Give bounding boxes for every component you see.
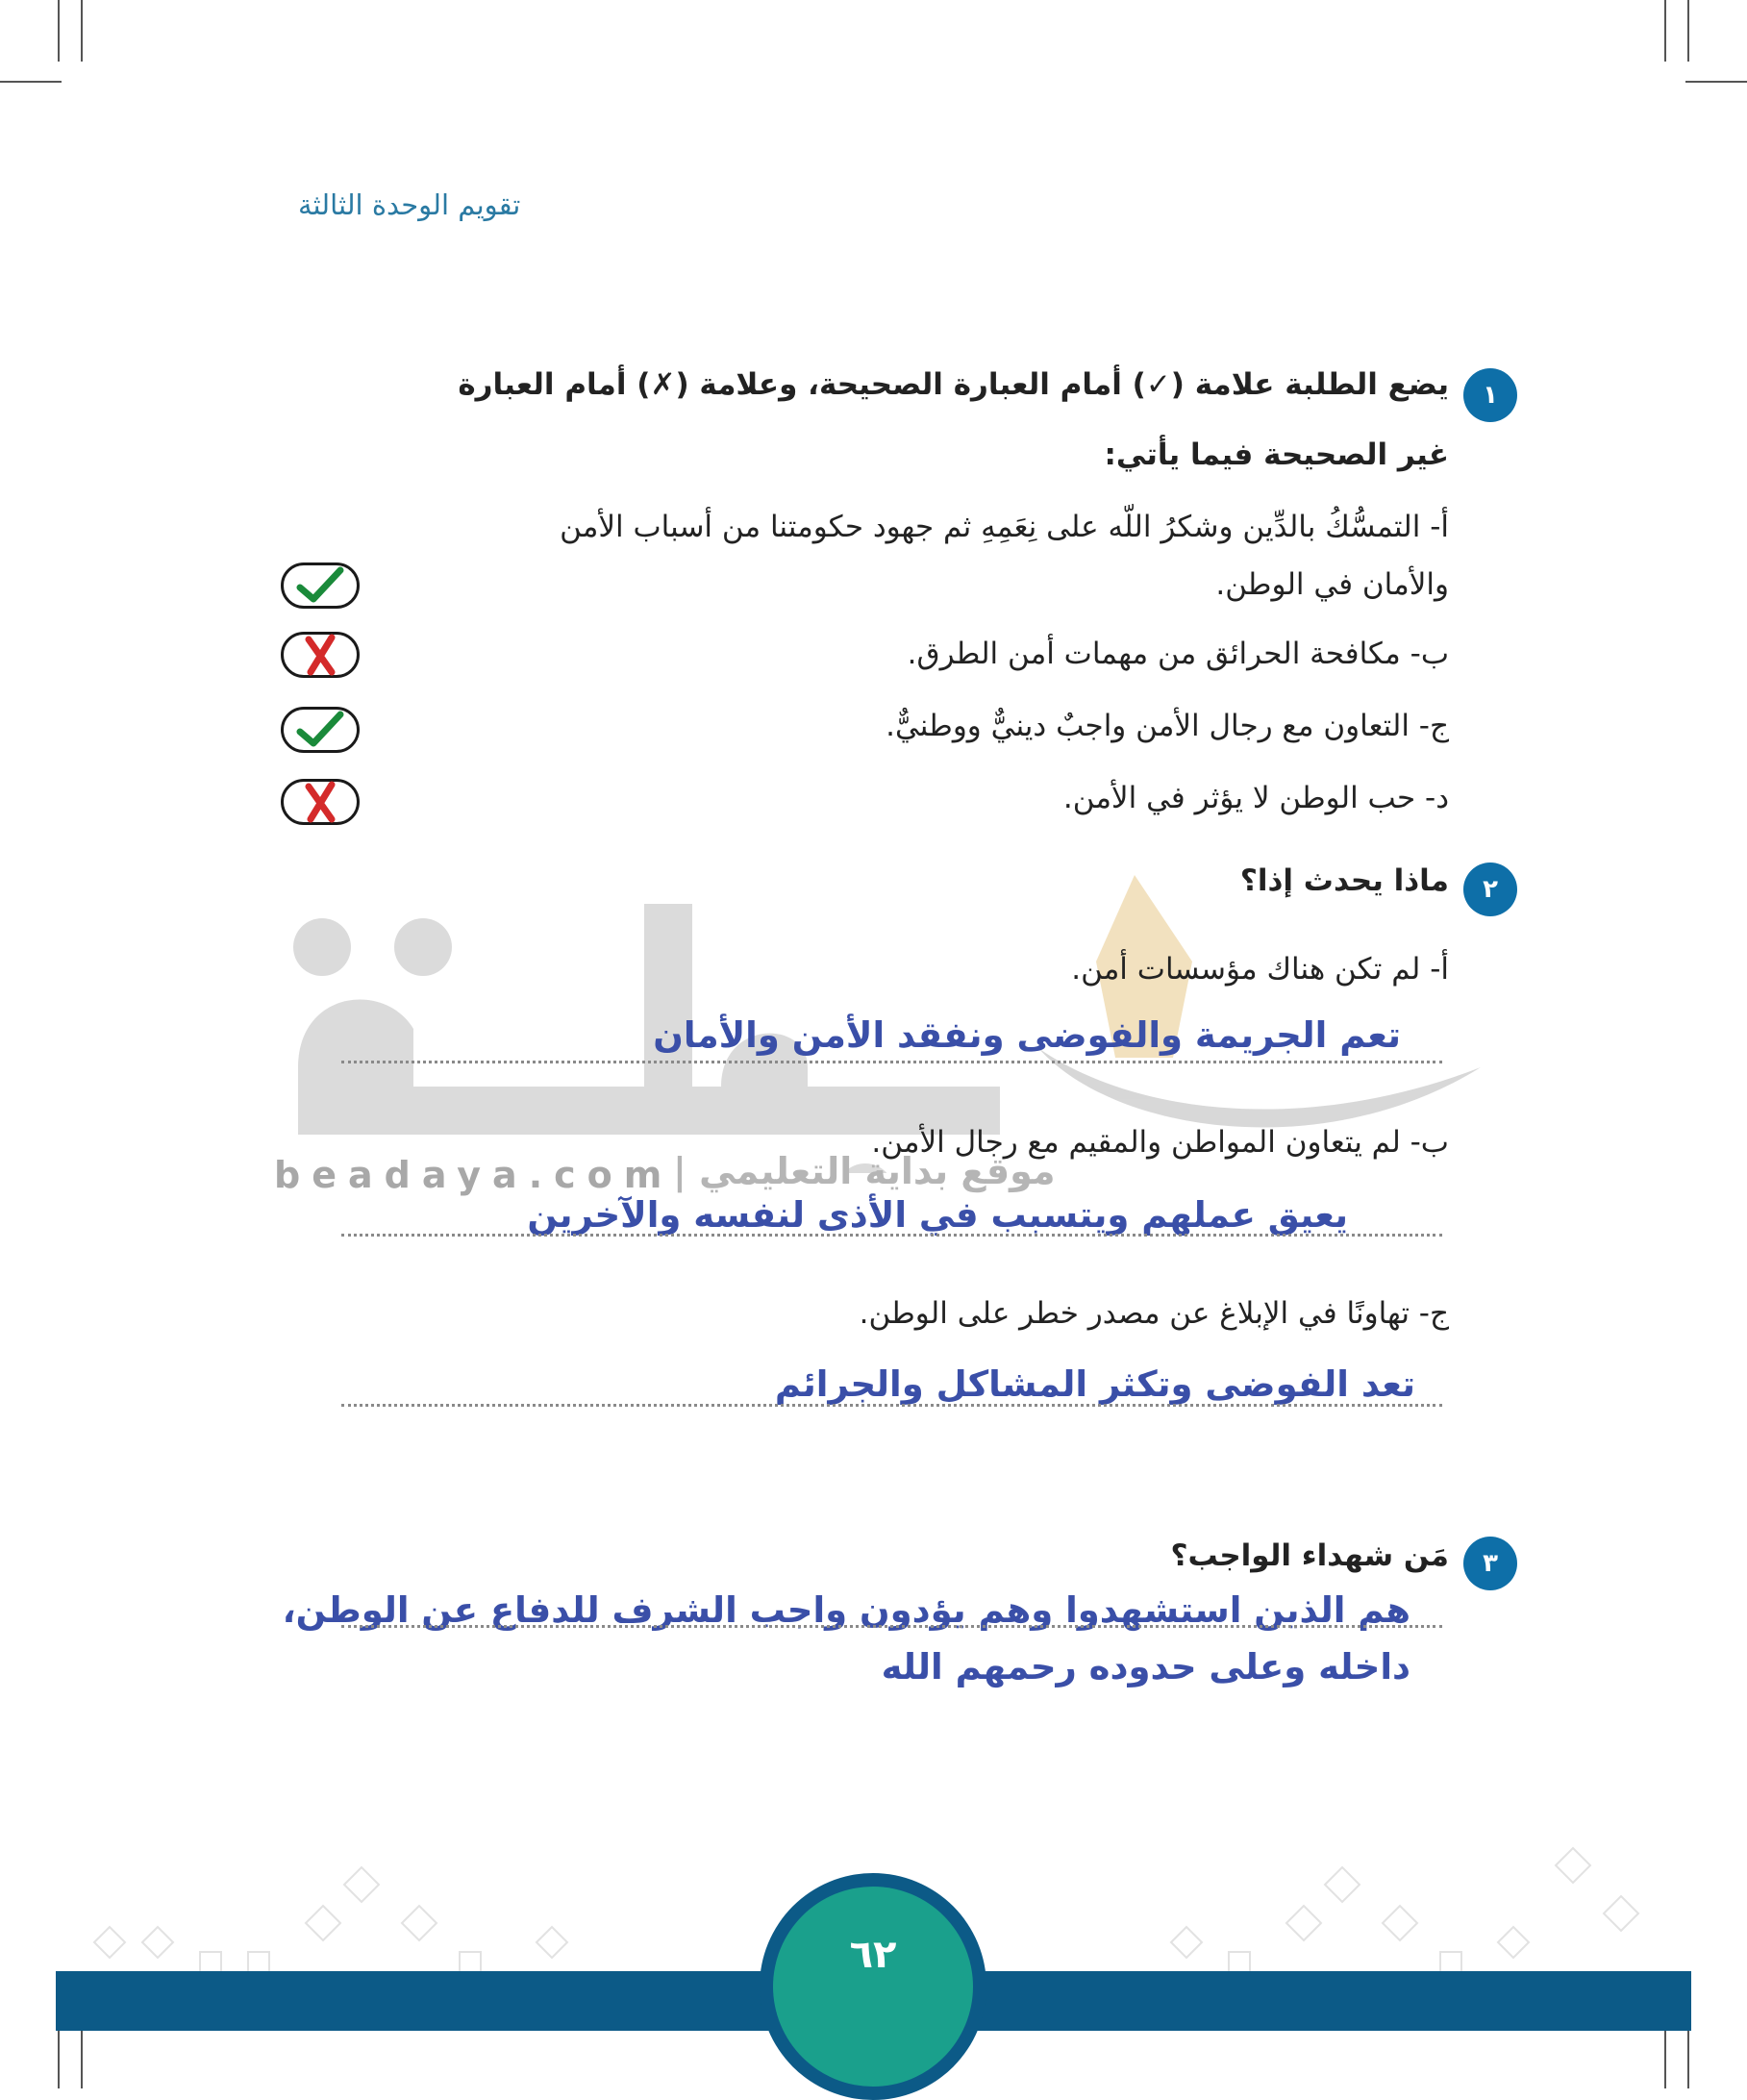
- answer-line: [341, 1061, 1442, 1063]
- answer-line: [341, 1234, 1442, 1237]
- crop-mark: [58, 0, 60, 62]
- crop-mark: [1687, 2027, 1689, 2088]
- q2-item-c-answer: تعد الفوضى وتكثر المشاكل والجرائم: [774, 1363, 1415, 1405]
- check-icon: [294, 566, 346, 605]
- q2-item-c-prompt: ج- تهاونًا في الإبلاغ عن مصدر خطر على الوطن.: [859, 1296, 1449, 1331]
- q1-instruction-line1: يضع الطلبة علامة (✓) أمام العبارة الصحيحة، وعلامة (✗) أمام العبارة: [458, 367, 1449, 402]
- crop-mark: [81, 0, 83, 62]
- watermark-arabic: موقع بداية التعليمي |: [673, 1150, 1056, 1192]
- q3-answer-line2: داخله وعلى حدوده رحمهم الله: [881, 1646, 1410, 1688]
- q1-item-a-line1: أ- التمسُّكُ بالدِّين وشكرُ اللّه على نِعَمِهِ ثم جهود حكومتنا من أسباب الأمن: [560, 510, 1449, 544]
- q2-question: ماذا يحدث إذا؟: [1239, 863, 1449, 898]
- crop-mark: [58, 2027, 60, 2088]
- check-icon: [294, 711, 346, 749]
- q1-item-b: ب- مكافحة الحرائق من مهمات أمن الطرق.: [907, 637, 1449, 671]
- page-title: تقويم الوحدة الثالثة: [298, 188, 521, 221]
- q1-item-a-line2: والأمان في الوطن.: [1215, 567, 1449, 602]
- answer-line: [341, 1404, 1442, 1407]
- answer-line: [341, 1625, 1442, 1628]
- crop-mark: [0, 81, 62, 83]
- cross-mark-box[interactable]: [281, 779, 360, 825]
- q3-question: مَن شهداء الواجب؟: [1170, 1538, 1449, 1573]
- cross-icon: [299, 634, 341, 676]
- crop-mark: [1685, 81, 1747, 83]
- check-mark-box[interactable]: [281, 707, 360, 753]
- q1-instruction-line2: غير الصحيحة فيما يأتي:: [1104, 438, 1449, 472]
- crop-mark: [81, 2027, 83, 2088]
- crop-mark: [1687, 0, 1689, 62]
- cross-mark-box[interactable]: [281, 632, 360, 678]
- question-number-badge: ٣: [1463, 1537, 1517, 1590]
- question-number-badge: ١: [1463, 368, 1517, 422]
- question-number-badge: ٢: [1463, 862, 1517, 916]
- page-number: ٦٢: [849, 1933, 897, 1977]
- q2-item-a-answer: تعم الجريمة والفوضى ونفقد الأمن والأمان: [653, 1014, 1401, 1056]
- crop-mark: [1664, 2027, 1666, 2088]
- watermark-url: beadaya.com: [274, 1154, 674, 1196]
- q2-item-a-prompt: أ- لم تكن هناك مؤسسات أمن.: [1071, 952, 1449, 987]
- crop-mark: [1664, 0, 1666, 62]
- check-mark-box[interactable]: [281, 562, 360, 609]
- q1-item-d: د- حب الوطن لا يؤثر في الأمن.: [1062, 781, 1449, 815]
- q2-item-b-answer: يعيق عملهم ويتسبب في الأذى لنفسه والآخرين: [527, 1194, 1348, 1236]
- page-number-badge: [760, 1873, 986, 2100]
- cross-icon: [299, 781, 341, 823]
- q1-item-c: ج- التعاون مع رجال الأمن واجبٌ دينيٌّ ووطنيٌّ.: [886, 709, 1449, 743]
- q3-answer-line1: هم الذين استشهدوا وهم يؤدون واجب الشرف للدفاع عن الوطن،: [282, 1589, 1410, 1631]
- q2-item-b-prompt: ب- لم يتعاون المواطن والمقيم مع رجال الأمن.: [871, 1125, 1449, 1160]
